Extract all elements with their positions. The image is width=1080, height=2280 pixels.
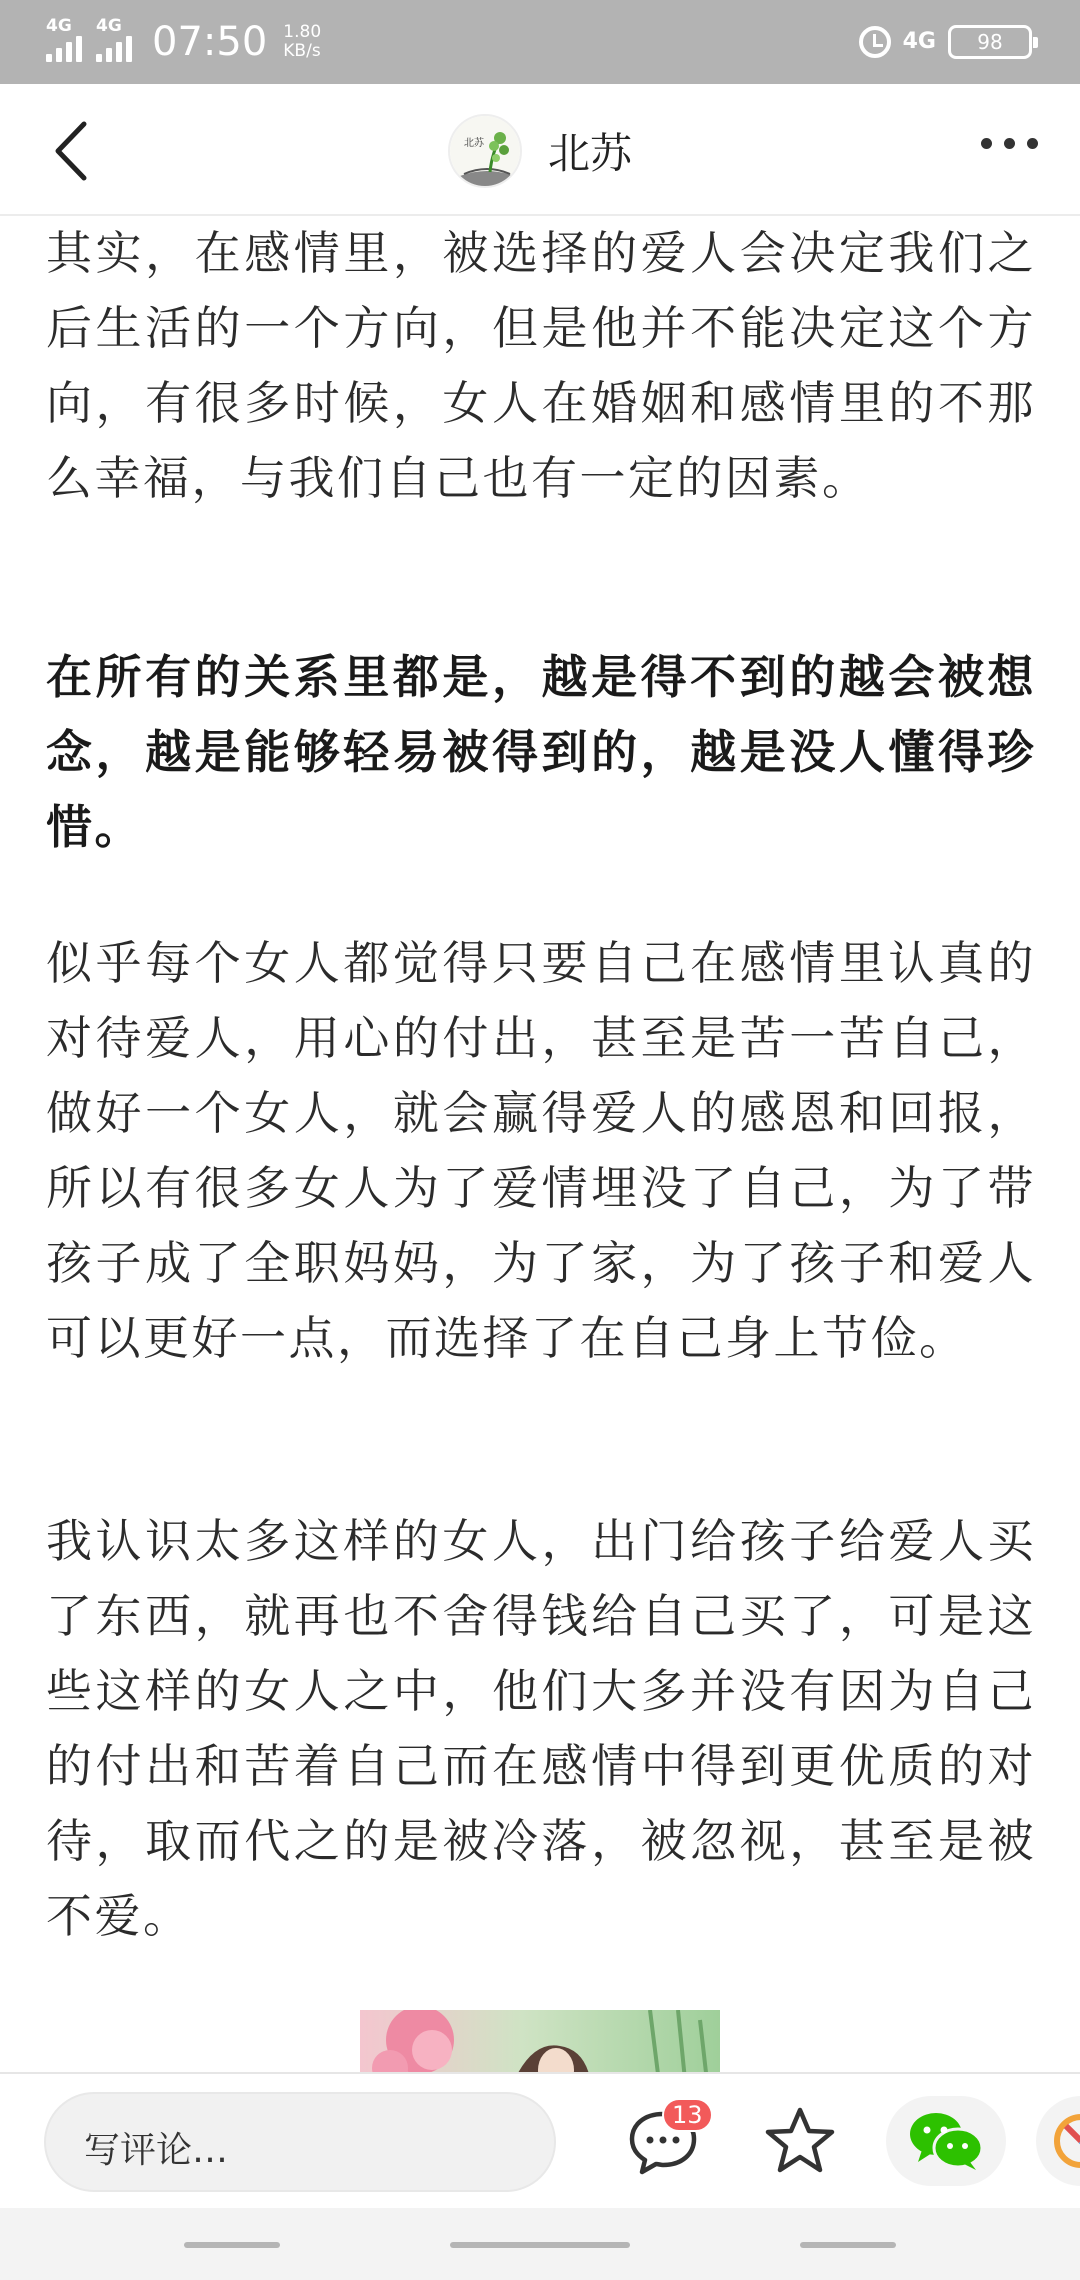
- article-body: [46, 216, 1036, 2072]
- battery-level: 98: [977, 30, 1003, 54]
- article-illustration: [360, 2010, 720, 2072]
- speed-unit: KB/s: [283, 41, 321, 61]
- comment-count-badge: 13: [662, 2098, 713, 2132]
- alarm-icon: [859, 26, 891, 58]
- more-dots-icon: [1004, 138, 1015, 149]
- wechat-icon: [908, 2110, 984, 2172]
- article-paragraph: 我认识太多这样的女人，出门给孩子给爱人买了东西，就再也不舍得钱给自己买了，可是这些这样的女人之中，他们大多并没有因为自己的付出和苦着自己而在感情中得到更优质的对待，取而代之的是被冷落，被忽视，甚至是被不爱。: [46, 1514, 1036, 1943]
- wechat-share-button[interactable]: [886, 2096, 1006, 2186]
- article-paragraph: 其实，在感情里，被选择的爱人会决定我们之后生活的一个方向，但是他并不能决定这个方向，有很多时候，女人在婚姻和感情里的不那么幸福，与我们自己也有一定的因素。: [46, 226, 1036, 505]
- comment-input[interactable]: [44, 2092, 556, 2192]
- comment-placeholder: 写评论…: [84, 2130, 229, 2171]
- network-speed: [283, 23, 321, 61]
- article-paragraph-bold: 在所有的关系里都是，越是得不到的越会被想念，越是能够轻易被得到的，越是没人懂得珍惜。: [46, 650, 1036, 854]
- network-type: 4G: [902, 29, 936, 54]
- article-paragraph: 似乎每个女人都觉得只要自己在感情里认真的对待爱人，用心的付出，甚至是苦一苦自己，做好一个女人，就会赢得爱人的感恩和回报，所以有很多女人为了爱情埋没了自己，为了带孩子成了全职妈妈，为了家，为了孩子和爱人可以更好一点，而选择了在自己身上节俭。: [46, 936, 1036, 1365]
- nav-back-handle[interactable]: [800, 2242, 896, 2248]
- page-title[interactable]: 北苏: [547, 129, 632, 178]
- signal-icon: [46, 16, 82, 62]
- more-dots-icon: [981, 138, 992, 149]
- author-info[interactable]: [0, 114, 1080, 188]
- avatar-text: 北苏: [463, 138, 484, 149]
- speed-value: 1.80: [283, 22, 322, 42]
- battery-indicator: [948, 25, 1032, 59]
- header: [0, 84, 1080, 216]
- clock: 07:50: [152, 19, 268, 65]
- avatar-image: [450, 116, 522, 188]
- signal-label: 4G: [46, 16, 72, 36]
- more-dots-icon: [1027, 138, 1038, 149]
- more-button[interactable]: [981, 138, 1038, 149]
- avatar[interactable]: [448, 114, 522, 188]
- nav-home-handle[interactable]: [450, 2242, 630, 2248]
- more-share-icon: [1036, 2096, 1080, 2186]
- article-image[interactable]: [360, 2010, 720, 2072]
- star-icon: [764, 2104, 836, 2176]
- system-navigation: [0, 2208, 1080, 2280]
- signal-label: 4G: [96, 16, 122, 36]
- status-bar: [0, 0, 1080, 84]
- nav-menu-handle[interactable]: [184, 2242, 280, 2248]
- status-right: [859, 18, 1032, 66]
- status-left: [46, 14, 321, 70]
- signal-icon: [96, 16, 132, 62]
- bottom-action-bar: [0, 2072, 1080, 2208]
- moments-share-button[interactable]: [1036, 2096, 1080, 2186]
- favorite-button[interactable]: [764, 2104, 836, 2176]
